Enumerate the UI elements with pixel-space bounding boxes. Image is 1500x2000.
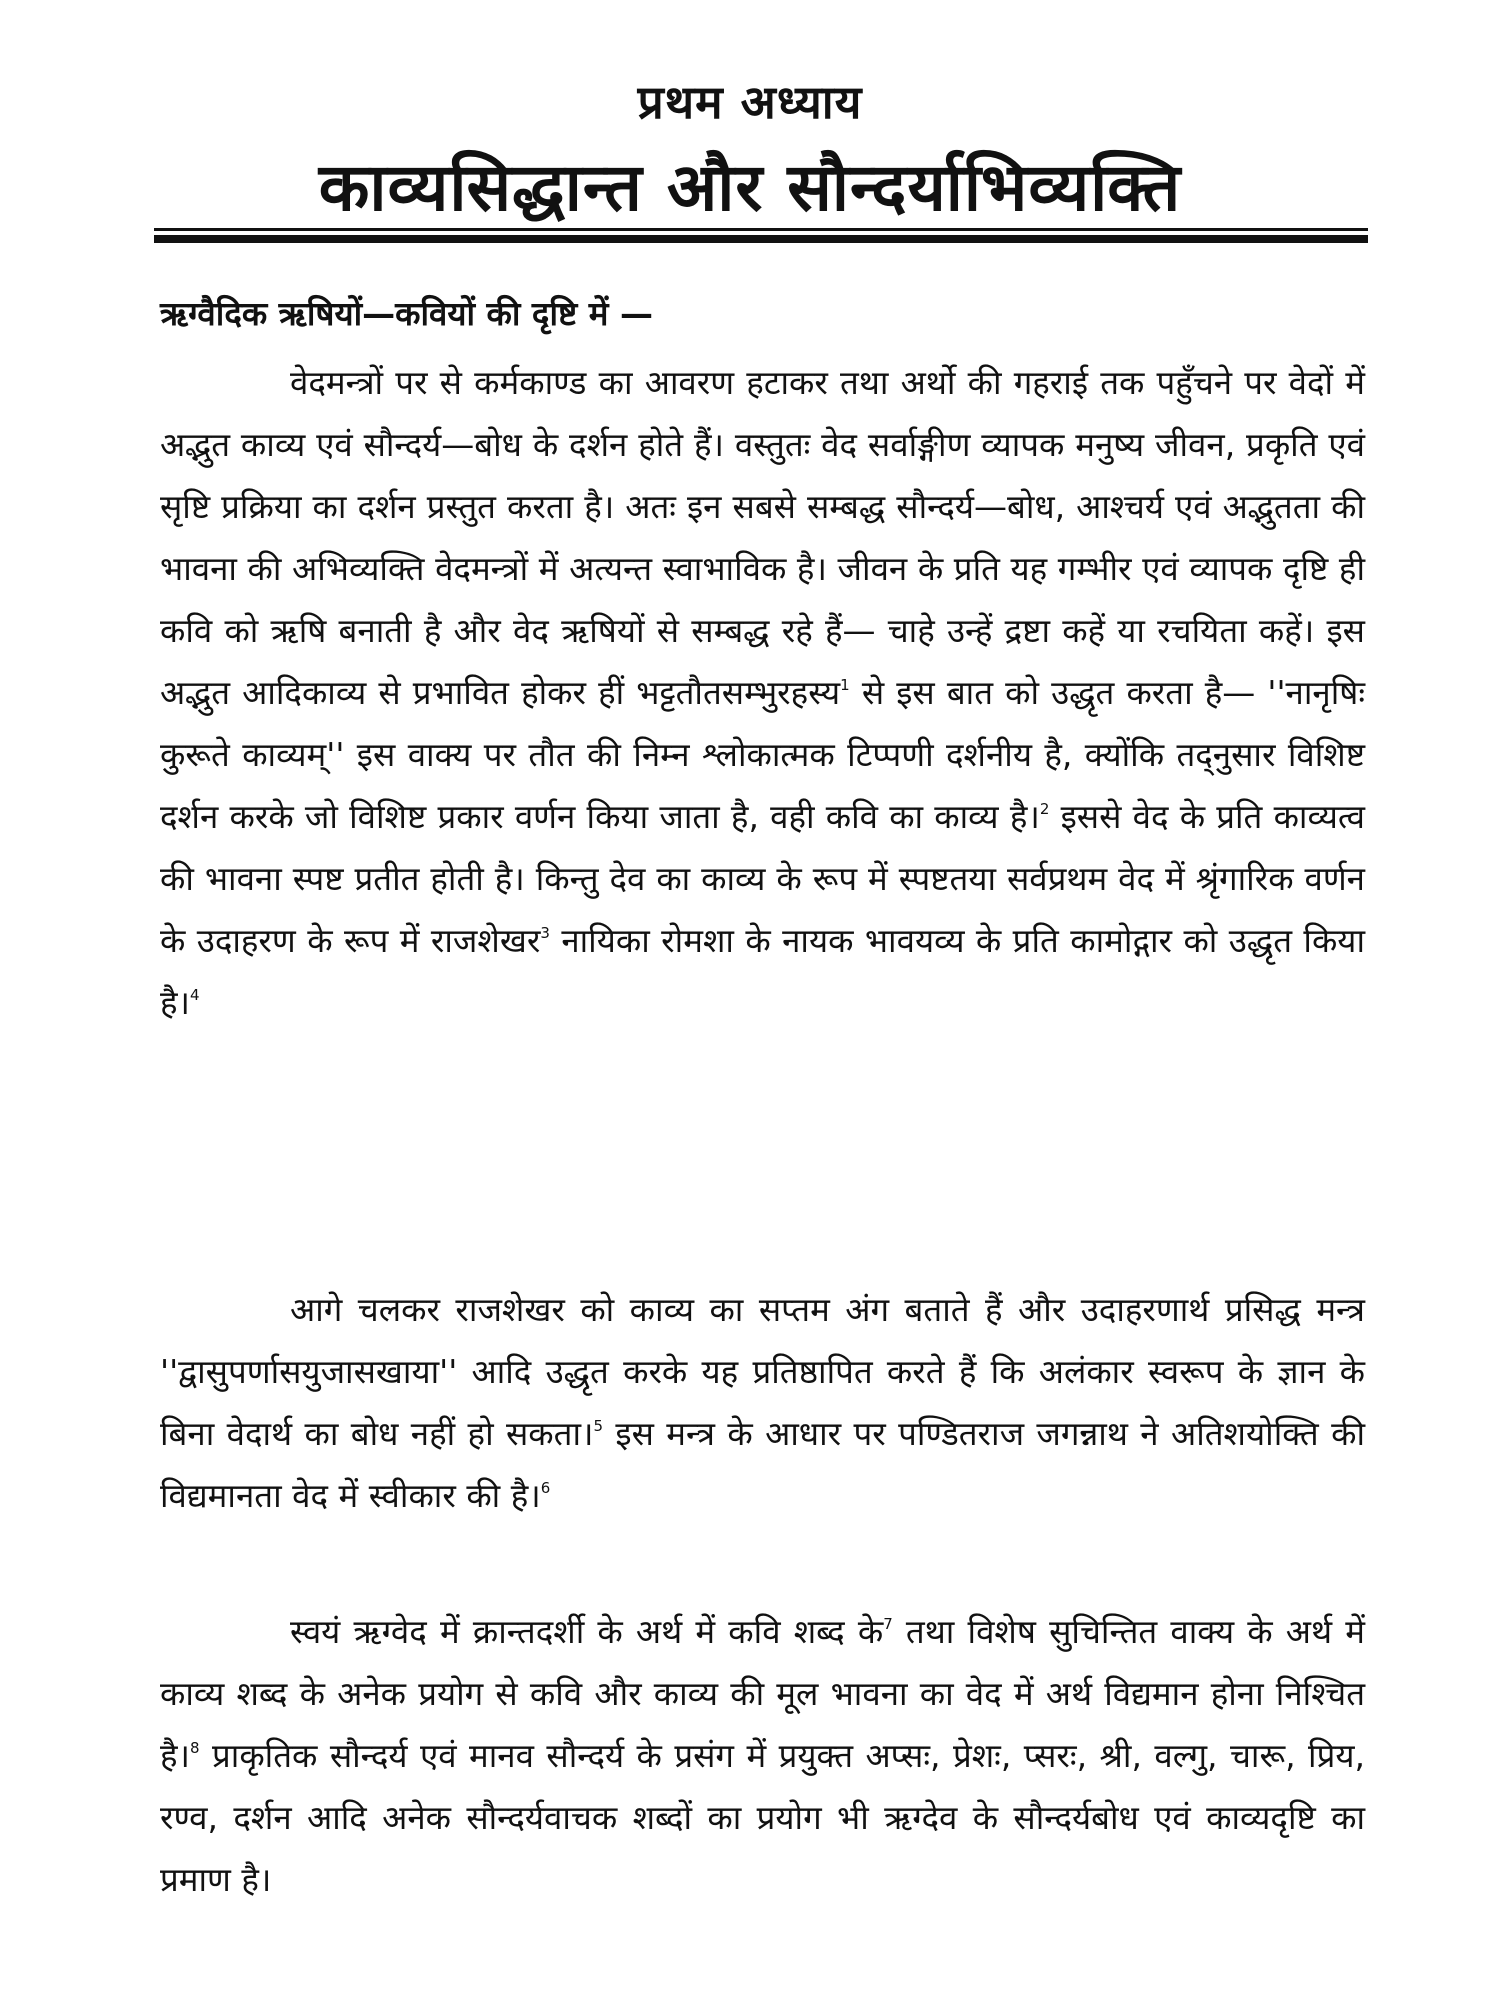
footnote-ref-4: 4 bbox=[190, 986, 200, 1004]
paragraph-text: स्वयं ऋग्वेद में क्रान्तदर्शी के अर्थ में कवि शब्द के bbox=[290, 1612, 884, 1651]
paragraph-2 bbox=[160, 1279, 1365, 1527]
footnote-ref-8: 8 bbox=[190, 1739, 200, 1757]
paragraph-text: प्राकृतिक सौन्दर्य एवं मानव सौन्दर्य के प्रसंग में प्रयुक्त अप्सः, प्रेशः, प्सरः, श्री, वल्गु, चारू, प्रिय, रण्व, दर्शन आदि अनेक सौन्दर्यवाचक शब्दों का प्रयोग भी ऋग्देव के सौन्दर्यबोध एवं काव्यदृष्टि का प्रमाण है। bbox=[160, 1736, 1365, 1899]
paragraph-text: इससे वेद के प्रति काव्यत्व की भावना स्पष्ट प्रतीत होती है। किन्तु देव का काव्य के रूप में स्पष्टतया सर्वप्रथम वेद में श्रृंगारिक वर्णन के उदाहरण के रूप में राजशेखर bbox=[160, 797, 1365, 960]
footnote-ref-7: 7 bbox=[883, 1615, 893, 1633]
paragraph-text: इस मन्त्र के आधार पर पण्डितराज जगन्नाथ ने अतिशयोक्ति की विद्यमानता वेद में स्वीकार की है। bbox=[160, 1414, 1365, 1515]
paragraph-text: से इस बात को उद्धृत करता है— ''नानृषिः कुरूते काव्यम्'' इस वाक्य पर तौत की निम्न श्लोकात्मक टिप्पणी दर्शनीय है, क्योंकि तद्नुसार विशिष्ट दर्शन करके जो विशिष्ट प्रकार वर्णन किया जाता है, वही कवि का काव्य है। bbox=[160, 673, 1365, 836]
title-rule-thick bbox=[154, 235, 1368, 243]
section-heading: ऋग्वैदिक ऋषियों—कवियों की दृष्टि में — bbox=[160, 294, 653, 333]
footnote-ref-6: 6 bbox=[540, 1479, 551, 1497]
footnote-ref-1: 1 bbox=[840, 676, 850, 694]
chapter-title: काव्यसिद्धान्त और सौन्दर्याभिव्यक्ति bbox=[318, 149, 1182, 226]
title-rule-thin bbox=[154, 228, 1368, 231]
paragraph-text: तथा विशेष सुचिन्तित वाक्य के अर्थ में काव्य शब्द के अनेक प्रयोग से कवि और काव्य की मूल भावना का वेद में अर्थ विद्यमान होना निश्चित है। bbox=[160, 1612, 1365, 1775]
footnote-ref-2: 2 bbox=[1039, 800, 1050, 818]
chapter-label: प्रथम अध्याय bbox=[637, 75, 863, 129]
paragraph-text: नायिका रोमशा के नायक भावयव्य के प्रति कामोद्गार को उद्धृत किया है। bbox=[160, 921, 1365, 1022]
paragraph-3 bbox=[160, 1601, 1365, 1911]
paragraph-1 bbox=[160, 352, 1365, 1034]
paragraph-text: वेदमन्त्रों पर से कर्मकाण्ड का आवरण हटाकर तथा अर्थो की गहराई तक पहुँचने पर वेदों में अद्भुत काव्य एवं सौन्दर्य—बोध के दर्शन होते हैं। वस्तुतः वेद सर्वाङ्गीण व्यापक मनुष्य जीवन, प्रकृति एवं सृष्टि प्रक्रिया का दर्शन प्रस्तुत करता है। अतः इन सबसे सम्बद्ध सौन्दर्य—बोध, आश्चर्य एवं अद्भुतता की भावना की अभिव्यक्ति वेदमन्त्रों में अत्यन्त स्वाभाविक है। जीवन के प्रति यह गम्भीर एवं व्यापक दृष्टि ही कवि को ऋषि बनाती है और वेद ऋषियों से सम्बद्ध रहे हैं— चाहे उन्हें द्रष्टा कहें या रचयिता कहें। इस अद्भुत आदिकाव्य से प्रभावित होकर हीं भट्टतौतसम्भुरहस्य bbox=[160, 363, 1365, 712]
footnote-ref-5: 5 bbox=[593, 1417, 604, 1435]
footnote-ref-3: 3 bbox=[540, 924, 550, 942]
paragraph-text: आगे चलकर राजशेखर को काव्य का सप्तम अंग बताते हैं और उदाहरणार्थ प्रसिद्ध मन्त्र ''द्वासुपर्णासयुजासखाया'' आदि उद्धृत करके यह प्रतिष्ठापित करते हैं कि अलंकार स्वरूप के ज्ञान के बिना वेदार्थ का बोध नहीं हो सकता। bbox=[160, 1290, 1365, 1453]
